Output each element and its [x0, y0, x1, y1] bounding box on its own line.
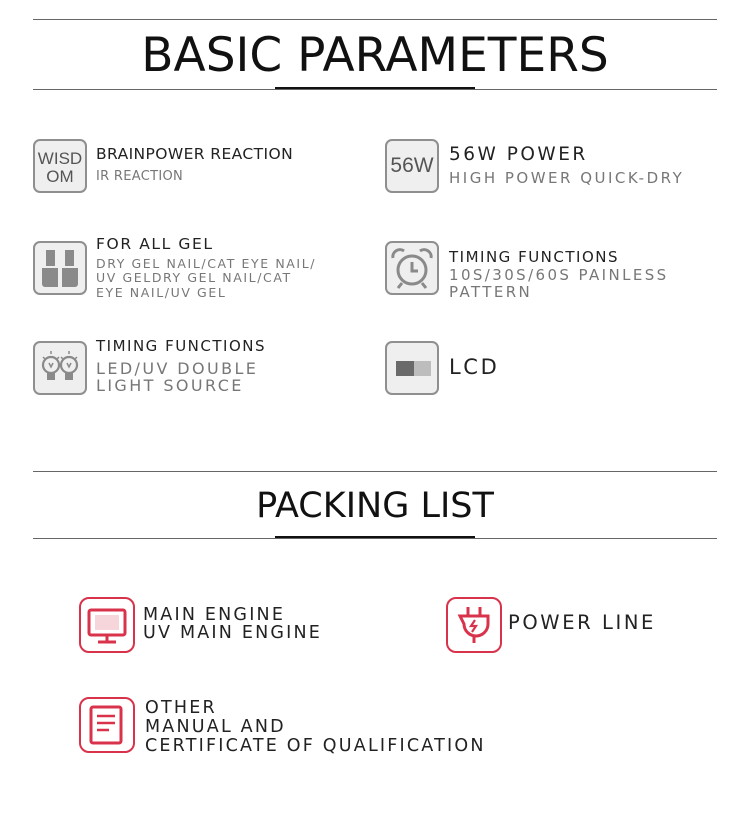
- wisdom-icon: [33, 139, 87, 193]
- document-icon: [79, 697, 135, 753]
- param-subtitle: UV GELDRY GEL NAIL/CAT: [96, 270, 292, 285]
- param-subtitle: EYE NAIL/UV GEL: [96, 285, 227, 300]
- param-subtitle: 10S/30S/60S PAINLESS: [449, 266, 669, 284]
- param-subtitle: LIGHT SOURCE: [96, 376, 244, 395]
- packing-item-text: POWER LINE: [508, 611, 656, 634]
- packing-item-text: MANUAL AND: [145, 717, 286, 737]
- param-title: LCD: [449, 355, 500, 379]
- section-title-basic-parameters: BASIC PARAMETERS: [141, 28, 609, 83]
- packing-item-text: OTHER: [145, 698, 217, 718]
- icon-label: 56W: [390, 154, 434, 177]
- packing-item-text: UV MAIN ENGINE: [143, 623, 323, 643]
- param-subtitle: PATTERN: [449, 283, 533, 301]
- alarm-clock-icon: [385, 241, 439, 295]
- packing-item-text: MAIN ENGINE: [143, 605, 286, 625]
- power-56w-icon: [385, 139, 439, 193]
- top-divider: [33, 19, 717, 20]
- monitor-icon: [79, 597, 135, 653]
- divider: [33, 471, 717, 472]
- power-plug-icon: [446, 597, 502, 653]
- param-title: TIMING FUNCTIONS: [96, 337, 267, 355]
- icon-label: OM: [46, 167, 74, 186]
- light-bulbs-icon: [33, 341, 87, 395]
- param-title: TIMING FUNCTIONS: [449, 248, 620, 266]
- icon-label: WISD: [37, 149, 83, 168]
- param-subtitle: DRY GEL NAIL/CAT EYE NAIL/: [96, 256, 317, 271]
- divider: [33, 89, 717, 90]
- param-title: 56W POWER: [449, 144, 588, 165]
- param-title: BRAINPOWER REACTION: [96, 145, 294, 163]
- packing-item-text: CERTIFICATE OF QUALIFICATION: [145, 736, 486, 756]
- divider: [33, 538, 717, 539]
- section-title-packing-list: PACKING LIST: [256, 486, 494, 526]
- param-subtitle: IR REACTION: [96, 169, 184, 184]
- param-title: FOR ALL GEL: [96, 235, 214, 253]
- gel-bottles-icon: [33, 241, 87, 295]
- param-subtitle: HIGH POWER QUICK-DRY: [449, 169, 685, 187]
- lcd-icon: [385, 341, 439, 395]
- param-subtitle: LED/UV DOUBLE: [96, 359, 259, 378]
